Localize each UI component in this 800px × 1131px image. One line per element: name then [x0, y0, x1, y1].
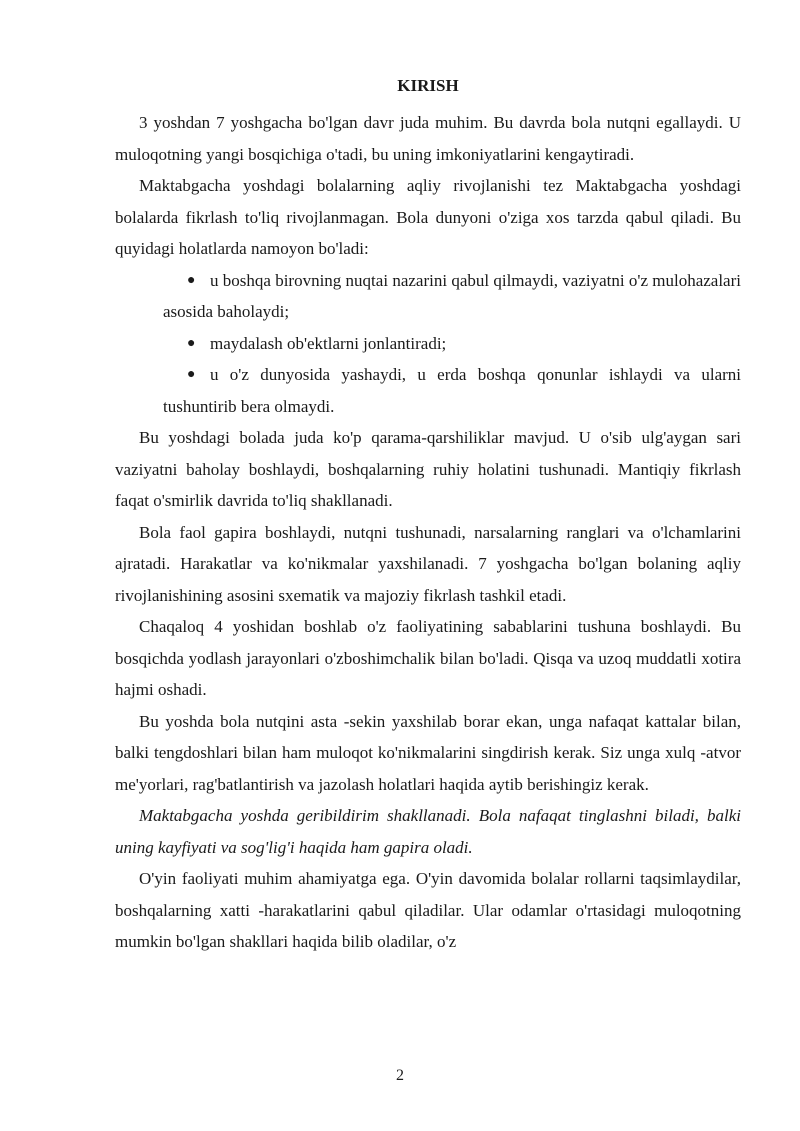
paragraph-contradictions: Bu yoshdagi bolada juda ko'p qarama-qarshiliklar mavjud. U o'sib ulg'aygan sari vaziyatni baholay boshlaydi, boshqalarning ruhiy holatini tushunadi. Mantiqiy fikrlash faqat o'smirlik davrida to'liq shakllanadi. — [115, 428, 741, 510]
paragraph-communication: Bu yoshda bola nutqini asta -sekin yaxshilab borar ekan, unga nafaqat kattalar bilan, balki tengdoshlari bilan ham muloqot ko'nikmalarini singdirish kerak. Siz unga xulq -atvor me'yorlari, rag'batlantirish va jazolash holatlari haqida aytib berishingiz kerak. — [115, 711, 741, 794]
page-content — [115, 76, 741, 958]
paragraph-intro: 3 yoshdan 7 yoshgacha bo'lgan davr juda muhim. Bu davrda bola nutqni egallaydi. U muloqotning yangi bosqichiga o'tadi, bu uning imkoniyatlarini kengaytiradi. — [115, 113, 741, 164]
bullet-list — [115, 265, 741, 423]
list-item-text: u o'z dunyosida yashaydi, u erda boshqa qonunlar ishlaydi va ularni tushuntirib bera olmaydi. — [163, 365, 741, 416]
page-number: 2 — [396, 1067, 404, 1084]
paragraph-speech: Bola faol gapira boshlaydi, nutqni tushunadi, narsalarning ranglari va o'lchamlarini ajratadi. Harakatlar va ko'nikmalar yaxshilanadi. 7 yoshgacha bo'lgan bolaning aqliy rivojlanishining asosini sxematik va majoziy fikrlash tashkil etadi. — [115, 522, 741, 605]
list-item — [163, 328, 741, 360]
list-item — [163, 265, 741, 328]
list-item-text: u boshqa birovning nuqtai nazarini qabul qilmaydi, vaziyatni o'z mulohazalari asosida baholaydi; — [163, 270, 741, 321]
bullet-dot-icon: ● — [187, 272, 196, 288]
paragraph-feedback-italic: Maktabgacha yoshda geribildirim shakllanadi. Bola nafaqat tinglashni biladi, balki uning kayfiyati va sog'lig'i haqida ham gapira oladi. — [115, 806, 741, 857]
list-item — [163, 359, 741, 422]
paragraph-play: O'yin faoliyati muhim ahamiyatga ega. O'yin davomida bolalar rollarni taqsimlaydilar, boshqalarning xatti -harakatlarini qabul qiladilar. Ular odamlar o'rtasidagi muloqotning mumkin bo'lgan shakllari haqida bilib oladilar, o'z — [115, 869, 741, 951]
section-title: KIRISH — [397, 76, 459, 95]
bullet-dot-icon: ● — [187, 335, 196, 351]
paragraph-thinking: Maktabgacha yoshdagi bolalarning aqliy rivojlanishi tez Maktabgacha yoshdagi bolalarda fikrlash to'liq rivojlanmagan. Bola dunyoni o'ziga xos tarzda qabul qiladi. Bu quyidagi holatlarda namoyon bo'ladi: — [115, 176, 741, 258]
bullet-dot-icon: ● — [187, 367, 196, 382]
paragraph-memory: Chaqaloq 4 yoshidan boshlab o'z faoliyatining sabablarini tushuna boshlaydi. Bu bosqichda yodlash jarayonlari o'zboshimchalik bilan bo'ladi. Qisqa va uzoq muddatli xotira hajmi oshadi. — [115, 617, 741, 699]
list-item-text: maydalash ob'ektlarni jonlantiradi; — [210, 333, 447, 353]
